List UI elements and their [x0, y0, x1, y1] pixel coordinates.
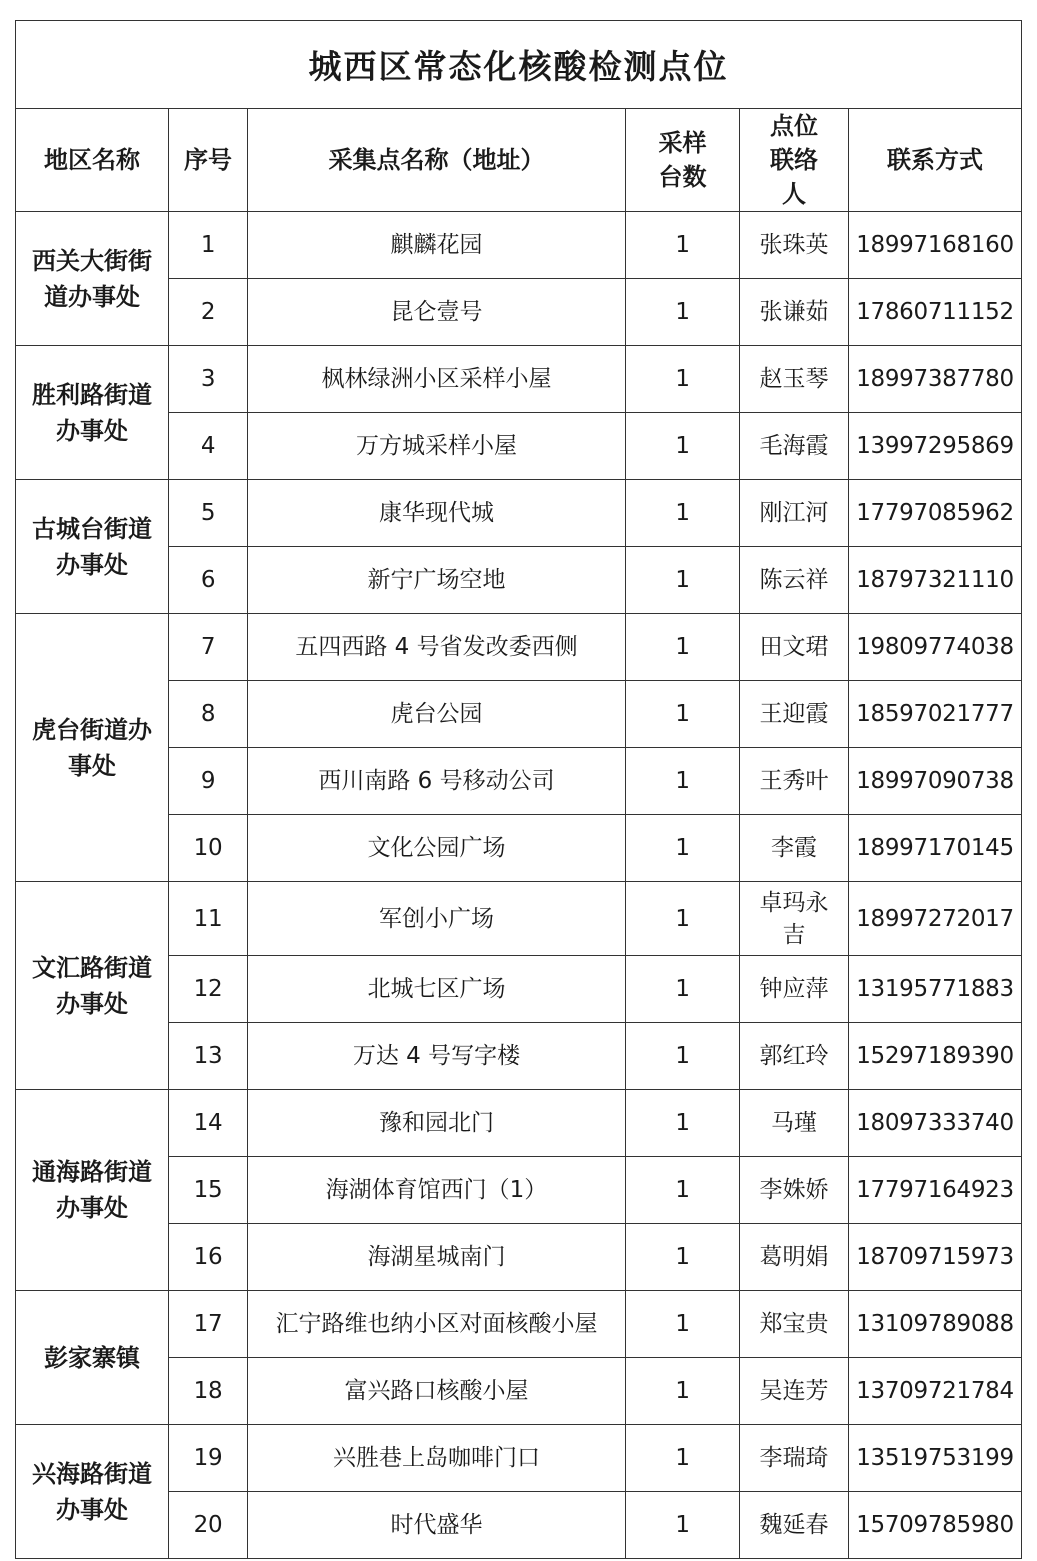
phone-cell: 13109789088	[849, 1291, 1022, 1358]
contact-cell	[740, 815, 849, 882]
phone-cell: 18997168160	[849, 212, 1022, 279]
table-row	[16, 212, 1022, 279]
phone-cell: 18997090738	[849, 748, 1022, 815]
phone-cell: 13997295869	[849, 413, 1022, 480]
testing-sites-table	[15, 20, 1022, 1559]
contact-name: 吴连芳	[759, 1378, 829, 1404]
devices-cell: 1	[626, 1090, 740, 1157]
site-cell: 康华现代城	[248, 480, 626, 547]
seq-cell: 6	[169, 547, 248, 614]
district-name-cell	[16, 1291, 169, 1425]
contact-cell	[740, 748, 849, 815]
phone-cell: 13195771883	[849, 956, 1022, 1023]
devices-cell: 1	[626, 1492, 740, 1559]
phone-cell: 15709785980	[849, 1492, 1022, 1559]
district-name-cell	[16, 882, 169, 1090]
contact-name: 李瑞琦	[759, 1445, 829, 1471]
seq-cell: 7	[169, 614, 248, 681]
site-cell: 兴胜巷上岛咖啡门口	[248, 1425, 626, 1492]
contact-cell	[740, 681, 849, 748]
seq-cell: 13	[169, 1023, 248, 1090]
contact-cell	[740, 1291, 849, 1358]
contact-name: 王秀叶	[759, 768, 829, 794]
contact-cell	[740, 480, 849, 547]
table-row	[16, 614, 1022, 681]
contact-cell	[740, 882, 849, 956]
district-name: 兴海路街道办事处	[32, 1459, 152, 1524]
seq-cell: 3	[169, 346, 248, 413]
site-cell: 海湖体育馆西门（1）	[248, 1157, 626, 1224]
header-devices: 采样台数	[626, 109, 740, 212]
contact-name: 张谦茹	[759, 299, 829, 325]
contact-cell	[740, 1358, 849, 1425]
table-row	[16, 346, 1022, 413]
devices-cell: 1	[626, 882, 740, 956]
devices-cell: 1	[626, 1023, 740, 1090]
devices-cell: 1	[626, 956, 740, 1023]
contact-name: 郭红玲	[759, 1043, 829, 1069]
site-cell: 虎台公园	[248, 681, 626, 748]
phone-cell: 13519753199	[849, 1425, 1022, 1492]
contact-cell	[740, 413, 849, 480]
site-cell: 北城七区广场	[248, 956, 626, 1023]
phone-cell: 19809774038	[849, 614, 1022, 681]
contact-cell	[740, 1224, 849, 1291]
phone-cell: 15297189390	[849, 1023, 1022, 1090]
contact-name: 李姝娇	[759, 1177, 829, 1203]
contact-name: 张珠英	[759, 232, 829, 258]
seq-cell: 16	[169, 1224, 248, 1291]
site-cell: 时代盛华	[248, 1492, 626, 1559]
district-name: 胜利路街道办事处	[32, 380, 152, 445]
seq-cell: 8	[169, 681, 248, 748]
contact-name: 马瑾	[771, 1110, 817, 1136]
phone-cell: 18797321110	[849, 547, 1022, 614]
contact-name: 卓玛永吉	[759, 889, 829, 948]
seq-cell: 11	[169, 882, 248, 956]
table-title: 城西区常态化核酸检测点位	[16, 21, 1022, 109]
phone-cell: 18597021777	[849, 681, 1022, 748]
site-cell: 万达 4 号写字楼	[248, 1023, 626, 1090]
district-name-cell	[16, 614, 169, 882]
table-row	[16, 1291, 1022, 1358]
district-name-cell	[16, 346, 169, 480]
seq-cell: 9	[169, 748, 248, 815]
contact-cell	[740, 212, 849, 279]
contact-name: 李霞	[771, 835, 817, 861]
table-row	[16, 1425, 1022, 1492]
site-cell: 豫和园北门	[248, 1090, 626, 1157]
seq-cell: 4	[169, 413, 248, 480]
seq-cell: 1	[169, 212, 248, 279]
site-cell: 汇宁路维也纳小区对面核酸小屋	[248, 1291, 626, 1358]
site-cell: 麒麟花园	[248, 212, 626, 279]
devices-cell: 1	[626, 413, 740, 480]
table-row	[16, 480, 1022, 547]
contact-cell	[740, 547, 849, 614]
phone-cell: 18997272017	[849, 882, 1022, 956]
contact-cell	[740, 1090, 849, 1157]
site-cell: 枫林绿洲小区采样小屋	[248, 346, 626, 413]
district-name: 文汇路街道办事处	[32, 953, 152, 1018]
devices-cell: 1	[626, 815, 740, 882]
district-name: 通海路街道办事处	[32, 1158, 152, 1222]
seq-cell: 10	[169, 815, 248, 882]
header-seq: 序号	[169, 109, 248, 212]
contact-cell	[740, 279, 849, 346]
contact-cell	[740, 1492, 849, 1559]
devices-cell: 1	[626, 1291, 740, 1358]
seq-cell: 12	[169, 956, 248, 1023]
seq-cell: 17	[169, 1291, 248, 1358]
devices-cell: 1	[626, 681, 740, 748]
district-name-cell	[16, 1425, 169, 1559]
site-cell: 万方城采样小屋	[248, 413, 626, 480]
contact-name: 田文珺	[759, 634, 829, 660]
devices-cell: 1	[626, 279, 740, 346]
contact-name: 刚江河	[759, 500, 829, 526]
contact-name: 赵玉琴	[759, 366, 829, 392]
site-cell: 昆仑壹号	[248, 279, 626, 346]
district-name: 彭家寨镇	[44, 1343, 140, 1372]
phone-cell: 17860711152	[849, 279, 1022, 346]
devices-cell: 1	[626, 480, 740, 547]
contact-cell	[740, 614, 849, 681]
devices-cell: 1	[626, 614, 740, 681]
devices-cell: 1	[626, 1224, 740, 1291]
contact-cell	[740, 1023, 849, 1090]
table-row	[16, 882, 1022, 956]
devices-cell: 1	[626, 547, 740, 614]
header-site: 采集点名称（地址）	[248, 109, 626, 212]
seq-cell: 5	[169, 480, 248, 547]
contact-cell	[740, 956, 849, 1023]
seq-cell: 18	[169, 1358, 248, 1425]
devices-cell: 1	[626, 346, 740, 413]
phone-cell: 18097333740	[849, 1090, 1022, 1157]
contact-name: 葛明娟	[759, 1244, 829, 1270]
site-cell: 富兴路口核酸小屋	[248, 1358, 626, 1425]
header-phone: 联系方式	[849, 109, 1022, 212]
contact-name: 魏延春	[759, 1512, 829, 1538]
phone-cell: 17797085962	[849, 480, 1022, 547]
seq-cell: 2	[169, 279, 248, 346]
contact-name: 王迎霞	[759, 701, 829, 727]
district-name-cell	[16, 1090, 169, 1291]
devices-cell: 1	[626, 1157, 740, 1224]
site-cell: 海湖星城南门	[248, 1224, 626, 1291]
contact-cell	[740, 1157, 849, 1224]
seq-cell: 15	[169, 1157, 248, 1224]
district-name-cell	[16, 212, 169, 346]
devices-cell: 1	[626, 748, 740, 815]
contact-cell	[740, 1425, 849, 1492]
district-name: 古城台街道办事处	[32, 514, 152, 579]
phone-cell: 18997170145	[849, 815, 1022, 882]
seq-cell: 14	[169, 1090, 248, 1157]
contact-name: 毛海霞	[759, 433, 829, 459]
district-name: 虎台街道办事处	[32, 715, 152, 780]
site-cell: 文化公园广场	[248, 815, 626, 882]
contact-cell	[740, 346, 849, 413]
seq-cell: 19	[169, 1425, 248, 1492]
site-cell: 新宁广场空地	[248, 547, 626, 614]
contact-name: 陈云祥	[759, 567, 829, 593]
table-row	[16, 1090, 1022, 1157]
header-contact: 点位联络人	[740, 109, 849, 212]
header-district: 地区名称	[16, 109, 169, 212]
district-name: 西关大街街道办事处	[32, 246, 152, 311]
contact-name: 郑宝贵	[759, 1311, 829, 1337]
devices-cell: 1	[626, 1358, 740, 1425]
site-cell: 五四西路 4 号省发改委西侧	[248, 614, 626, 681]
phone-cell: 18709715973	[849, 1224, 1022, 1291]
phone-cell: 13709721784	[849, 1358, 1022, 1425]
site-cell: 西川南路 6 号移动公司	[248, 748, 626, 815]
contact-name: 钟应萍	[759, 976, 829, 1002]
seq-cell: 20	[169, 1492, 248, 1559]
site-cell: 军创小广场	[248, 882, 626, 956]
phone-cell: 17797164923	[849, 1157, 1022, 1224]
table-body	[16, 212, 1022, 1559]
phone-cell: 18997387780	[849, 346, 1022, 413]
devices-cell: 1	[626, 212, 740, 279]
devices-cell: 1	[626, 1425, 740, 1492]
district-name-cell	[16, 480, 169, 614]
